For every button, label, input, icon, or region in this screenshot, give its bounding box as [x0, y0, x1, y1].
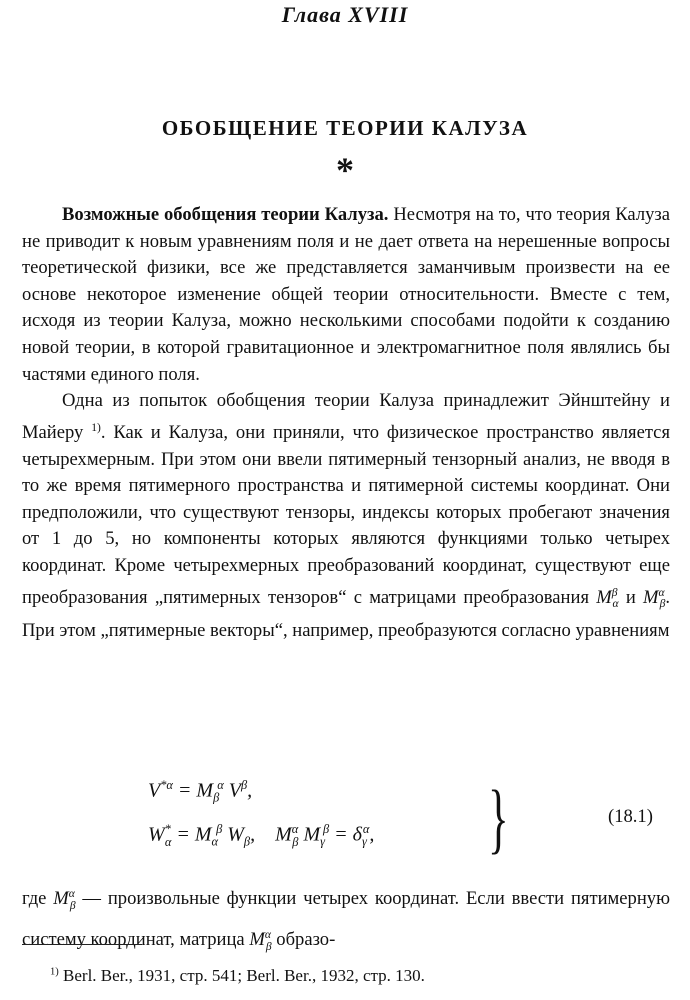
right-brace: }	[488, 774, 509, 861]
equation-line-1: $V^{*\alpha} = M_\beta^\alpha$ $V^\beta$,	[148, 778, 253, 805]
paragraph-2-part-a: Одна из попыток обобщения теории Калуза принадлежит Эйнштейну и Майеру	[22, 390, 670, 443]
equation-number: (18.1)	[608, 806, 653, 827]
matrix-M-upper-alpha-lower-beta: $M^\alpha_\beta$	[53, 888, 76, 912]
footnote-rule	[22, 944, 142, 945]
paragraph-2	[22, 388, 670, 644]
chapter-title: ОБОБЩЕНИЕ ТЕОРИИ КАЛУЗА	[161, 116, 529, 140]
matrix-M-beta-alpha-2: $M^\alpha_\beta$	[249, 928, 272, 953]
footnote-ref: 1)	[91, 421, 101, 434]
body-text	[22, 202, 670, 645]
paragraph-1-text: Несмотря на то, что теория Калуза не приводит к новым уравнениям поля и не дает ответа на нерешенные вопросы теоретической физики, все же представляется заманчивым произвести на ее основе некоторое изменение общей теории относительности. Вместе с тем, исходя из теории Калуза, можно несколькими способами подойти к созданию новой теории, в которой гравитационное и электромагнитное поля являлись бы частями единого поля.	[22, 204, 670, 385]
paragraph-1	[22, 202, 670, 388]
paragraph-3	[22, 880, 670, 962]
paragraph-2-part-b: . Как и Калуза, они приняли, что физическое пространство является четырехмерным. При этом они ввели пятимерный тензорный анализ, не вводя в то же время пятимерного пространства и пятимерной системы координат. Они предположили, что существуют тензоры, индексы которых пробегают значения от 1 до 5, но компоненты которых являются функциями только четырех координат. Кроме четырехмерных преобразований координат, существуют еще преобразования „пятимерных тензоров“ с матрицами преобразования	[22, 421, 670, 608]
section-separator: *	[336, 150, 354, 190]
matrix-M-alpha-beta: $M^\alpha_\beta$	[643, 586, 666, 611]
matrix-M-beta-alpha: $M^\beta_\alpha$	[596, 586, 619, 611]
body-text-continued	[22, 880, 670, 962]
paragraph-3-part-a: где	[22, 888, 47, 910]
equation-line-2: $W^*_\alpha = M_\alpha^\beta$ $W_\beta$, $M^\alpha_\beta$ $M_\gamma^\beta = \delta_\gamma^\alpha$,	[148, 822, 375, 849]
footnote-text: Berl. Ber., 1931, стр. 541; Berl. Ber., 1932, стр. 130.	[63, 966, 425, 985]
footnote-number: 1)	[50, 966, 59, 978]
chapter-heading: Глава XVIII	[281, 2, 409, 27]
paragraph-2-part-d: . При этом „пятимерные векторы“, например, преобразуются согласно уравнениям	[22, 586, 670, 641]
paragraph-3-part-c: образо-	[276, 929, 336, 951]
footnote	[50, 966, 425, 986]
paragraph-2-conj: и	[625, 586, 636, 608]
equation-18-1	[0, 774, 690, 861]
section-heading: Возможные обобщения теории Калуза.	[62, 204, 389, 225]
paragraph-3-part-b: — произвольные функции четырех координат. Если ввести пятимерную систему координат, матрица	[22, 888, 670, 951]
